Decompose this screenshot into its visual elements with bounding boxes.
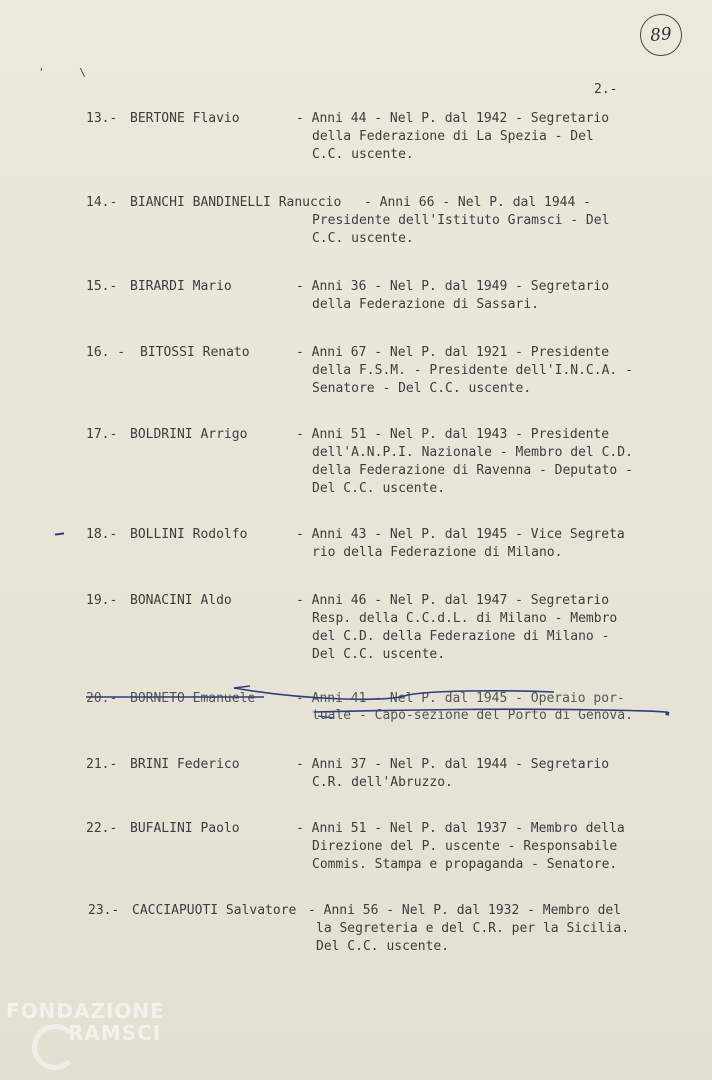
entry-number: 13.- bbox=[86, 111, 118, 126]
watermark-g-icon bbox=[32, 1024, 78, 1070]
entry-line: della Federazione di Sassari. bbox=[312, 297, 539, 312]
entry-line: dell'A.N.P.I. Nazionale - Membro del C.D. bbox=[312, 445, 633, 460]
entry-line: tuale - Capo-sezione del Porto di Genova. bbox=[312, 708, 633, 723]
watermark-line-2: RAMSCI bbox=[68, 1021, 162, 1045]
entry-line: della Federazione di Ravenna - Deputato - bbox=[312, 463, 633, 478]
entry-line: - Anni 43 - Nel P. dal 1945 - Vice Segreta bbox=[296, 527, 625, 542]
entry-line: - Anni 56 - Nel P. dal 1932 - Membro del bbox=[308, 903, 622, 918]
entry-line: Commis. Stampa e propaganda - Senatore. bbox=[312, 857, 618, 872]
strikethrough-mark bbox=[84, 680, 674, 730]
watermark-line-1: FONDAZIONE bbox=[6, 999, 165, 1023]
entry-line: Direzione del P. uscente - Responsabile bbox=[312, 839, 618, 854]
entry-line: - Anni 51 - Nel P. dal 1937 - Membro della bbox=[296, 821, 625, 836]
entry-number: 22.- bbox=[86, 821, 118, 836]
entry-name: BIANCHI BANDINELLI Ranuccio bbox=[130, 195, 342, 210]
entry-line: Senatore - Del C.C. uscente. bbox=[312, 381, 532, 396]
margin-marks: ' \ bbox=[38, 66, 100, 79]
entry-line: Presidente dell'Istituto Gramsci - Del bbox=[312, 213, 610, 228]
entry-name: BERTONE Flavio bbox=[130, 111, 240, 126]
entry-number: 18.- bbox=[86, 527, 118, 542]
entry-name: BIRARDI Mario bbox=[130, 279, 232, 294]
entry-line: - Anni 46 - Nel P. dal 1947 - Segretario bbox=[296, 593, 610, 608]
pen-mark bbox=[55, 532, 64, 535]
entry-number: 20.- bbox=[86, 691, 118, 706]
entry-line: C.R. dell'Abruzzo. bbox=[312, 775, 453, 790]
entry-name: BRINI Federico bbox=[130, 757, 240, 772]
entry-name: BOLLINI Rodolfo bbox=[130, 527, 248, 542]
entry-line: - Anni 41 - Nel P. dal 1945 - Operaio por- bbox=[296, 691, 625, 706]
entry-name: BORNETO Emanuele bbox=[130, 691, 256, 706]
page-number: 2.- bbox=[594, 82, 618, 97]
entry-line: C.C. uscente. bbox=[312, 231, 414, 246]
entry-line: - Anni 67 - Nel P. dal 1921 - Presidente bbox=[296, 345, 610, 360]
entry-line: Del C.C. uscente. bbox=[312, 481, 446, 496]
entry-line: del C.D. della Federazione di Milano - bbox=[312, 629, 610, 644]
entry-line: - Anni 44 - Nel P. dal 1942 - Segretario bbox=[296, 111, 610, 126]
entry-line: la Segreteria e del C.R. per la Sicilia. bbox=[316, 921, 630, 936]
entry-line: - Anni 36 - Nel P. dal 1949 - Segretario bbox=[296, 279, 610, 294]
entry-line: Del C.C. uscente. bbox=[316, 939, 450, 954]
archive-page-stamp bbox=[638, 12, 684, 58]
entry-name: BOLDRINI Arrigo bbox=[130, 427, 248, 442]
entry-number: 16. - bbox=[86, 345, 126, 360]
entry-number: 17.- bbox=[86, 427, 118, 442]
entry-number: 14.- bbox=[86, 195, 118, 210]
entry-line: - Anni 51 - Nel P. dal 1943 - Presidente bbox=[296, 427, 610, 442]
entry-line: rio della Federazione di Milano. bbox=[312, 545, 563, 560]
entry-number: 19.- bbox=[86, 593, 118, 608]
entry-number: 23.- bbox=[88, 903, 120, 918]
watermark-logo bbox=[6, 1000, 165, 1044]
entry-name: BONACINI Aldo bbox=[130, 593, 232, 608]
entry-line: Resp. della C.C.d.L. di Milano - Membro bbox=[312, 611, 618, 626]
entry-number: 15.- bbox=[86, 279, 118, 294]
entry-line: Del C.C. uscente. bbox=[312, 647, 446, 662]
entry-line: - Anni 37 - Nel P. dal 1944 - Segretario bbox=[296, 757, 610, 772]
entry-name: BITOSSI Renato bbox=[140, 345, 250, 360]
entry-name: BUFALINI Paolo bbox=[130, 821, 240, 836]
entry-number: 21.- bbox=[86, 757, 118, 772]
entry-line: - Anni 66 - Nel P. dal 1944 - bbox=[364, 195, 591, 210]
entry-line: della F.S.M. - Presidente dell'I.N.C.A. - bbox=[312, 363, 633, 378]
entry-line: C.C. uscente. bbox=[312, 147, 414, 162]
stamp-number: 89 bbox=[649, 23, 673, 47]
entry-line: della Federazione di La Spezia - Del bbox=[312, 129, 594, 144]
entry-name: CACCIAPUOTI Salvatore bbox=[132, 903, 297, 918]
